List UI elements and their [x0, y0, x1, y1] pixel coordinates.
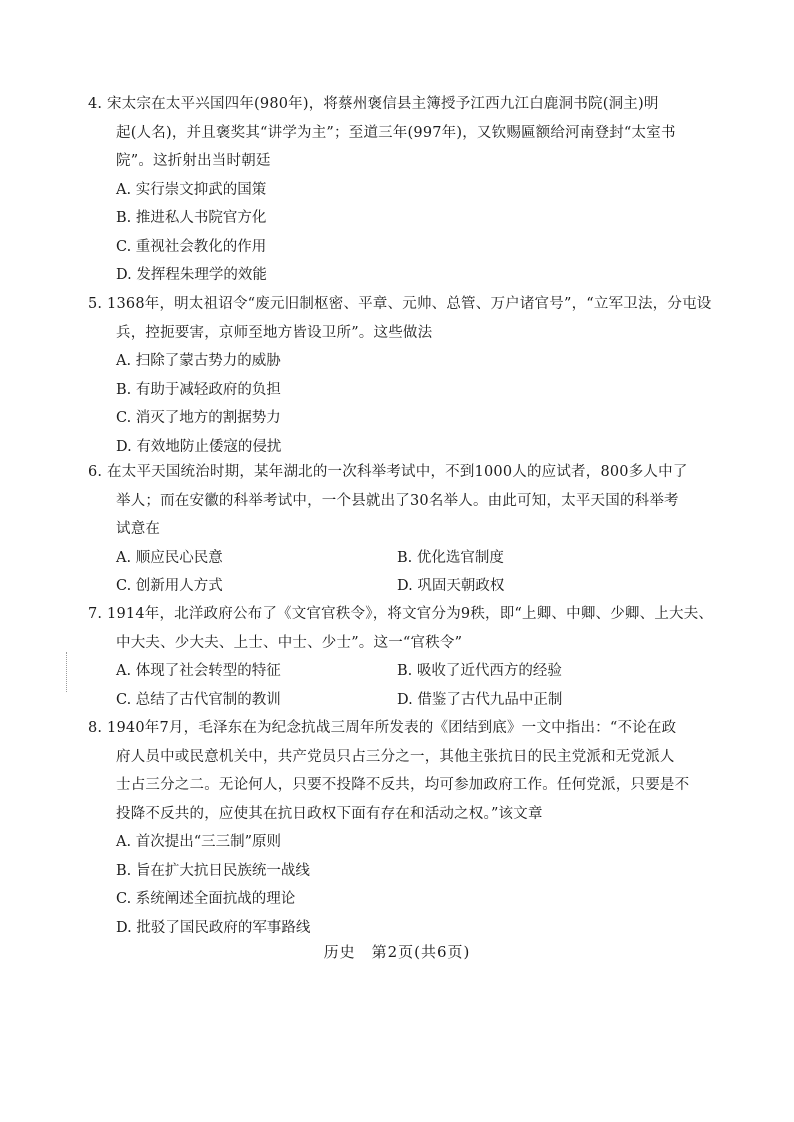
- question-7: [88, 600, 714, 714]
- question-4: [88, 90, 676, 290]
- option-a: A. 扫除了蒙古势力的威胁: [116, 353, 281, 369]
- option-c: C. 总结了古代官制的教训: [116, 691, 281, 708]
- option-c: C. 重视社会教化的作用: [116, 238, 267, 255]
- option-row: [88, 572, 668, 601]
- option-d: D. 批驳了国民政府的军事路线: [116, 919, 311, 936]
- question-stem-line: 举人；而在安徽的科举考试中，一个县就出了30名举人。由此可知，太平天国的科举考: [116, 492, 679, 509]
- question-8: [88, 714, 690, 942]
- option-d: D. 借鉴了古代九品中正制: [397, 691, 563, 708]
- question-stem-line: 8. 1940年7月，毛泽东在为纪念抗战三周年所发表的《团结到底》一文中指出：“不论在政: [88, 720, 677, 736]
- option-row: [88, 657, 668, 686]
- question-stem-line: 7. 1914年，北洋政府公布了《文官官秩令》，将文官分为9秩，即“上卿、中卿、少卿、上大夫、: [88, 606, 714, 622]
- question-stem-line: 6. 在太平天国统治时期，某年湖北的一次科举考试中，不到1000人的应试者，800多人中了: [88, 464, 688, 480]
- question-stem-line: 士占三分之二。无论何人，只要不投降不反共，均可参加政府工作。任何党派，只要是不: [116, 777, 690, 793]
- question-6: [88, 458, 688, 601]
- option-b: B. 有助于减轻政府的负担: [116, 381, 281, 398]
- option-a: A. 顺应民心民意: [116, 549, 223, 566]
- option-a: A. 体现了社会转型的特征: [116, 663, 281, 679]
- option-b: B. 吸收了近代西方的经验: [397, 663, 562, 679]
- option-d: D. 巩固天朝政权: [397, 578, 505, 594]
- page-footer: 历史 第2页(共6页): [323, 943, 471, 961]
- option-b: B. 推进私人书院官方化: [116, 210, 267, 226]
- option-d: D. 发挥程朱理学的效能: [116, 267, 267, 283]
- option-c: C. 消灭了地方的割据势力: [116, 410, 281, 426]
- option-c: C. 创新用人方式: [116, 578, 223, 594]
- question-stem-line: 试意在: [116, 521, 161, 537]
- option-a: A. 实行崇文抑武的国策: [116, 181, 267, 198]
- option-d: D. 有效地防止倭寇的侵扰: [116, 438, 282, 455]
- option-row: [88, 544, 668, 573]
- option-row: [88, 686, 668, 715]
- option-b: B. 旨在扩大抗日民族统一战线: [116, 862, 310, 879]
- option-c: C. 系统阐述全面抗战的理论: [116, 891, 296, 907]
- question-stem-line: 投降不反共的，应使其在抗日政权下面有存在和活动之权。”该文章: [116, 805, 543, 822]
- option-a: A. 首次提出“三三制”原则: [116, 834, 282, 850]
- question-stem-line: 院”。这折射出当时朝廷: [116, 153, 271, 169]
- question-stem-line: 府人员中或民意机关中，共产党员只占三分之一，其他主张抗日的民主党派和无党派人: [116, 748, 675, 765]
- question-5: [88, 290, 712, 461]
- question-stem-line: 4. 宋太宗在太平兴国四年(980年)，将蔡州褒信县主簿授予江西九江白鹿洞书院(洞主)明: [88, 96, 659, 112]
- question-stem-line: 5. 1368年，明太祖诏令“废元旧制枢密、平章、元帅、总管、万户诸官号”，“立军卫法，分屯设: [88, 296, 712, 312]
- question-stem-line: 起(人名)，并且褒奖其“讲学为主”；至道三年(997年)，又钦赐匾额给河南登封“太室书: [116, 124, 676, 141]
- option-b: B. 优化选官制度: [397, 549, 504, 566]
- question-stem-line: 兵，控扼要害，京师至地方皆设卫所”。这些做法: [116, 324, 433, 341]
- question-stem-line: 中大夫、少大夫、上士、中士、少士”。这一“官秩令”: [116, 634, 463, 651]
- margin-mark: [66, 652, 70, 692]
